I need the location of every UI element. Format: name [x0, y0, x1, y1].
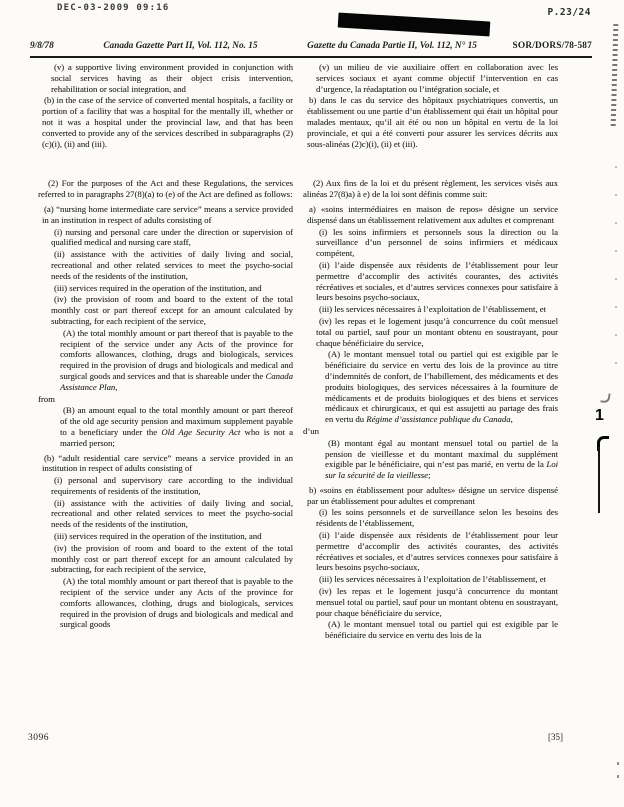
- paragraph-text: a) «soins intermédiaires en maison de repos» désigne un service dispensé dans un établissement relativement aux adultes et comprenant: [307, 203, 558, 225]
- fax-edge-dots: [615, 140, 617, 390]
- paragraph-text: (A) the total monthly amount or part thereof that is payable to the recipient of the service under any Acts of the province for comforts allowances, clothing, drugs and biologicals, services required in the provision of drugs and biologicals and medical and surgical goods and services and that is shareable under the: [60, 327, 293, 381]
- paragraph-text: (ii) assistance with the activities of daily living and social, recreational and other related services to meet the psycho-social needs of the residents of the institution,: [51, 249, 293, 281]
- paragraph: [303, 178, 558, 200]
- paragraph: [303, 349, 558, 425]
- paragraph: [303, 438, 558, 481]
- page-number: 3096: [28, 733, 49, 743]
- paragraph-text: who is not a married person;: [60, 426, 294, 448]
- paragraph: [303, 204, 558, 226]
- two-column-body: [38, 62, 558, 642]
- paragraph: [38, 204, 293, 226]
- paragraph: [303, 530, 558, 573]
- cited-act-title: Canada Assistance Plan: [60, 370, 293, 392]
- paragraph-text: (2) For the purposes of the Act and these Regulations, the services referred to in paragraphs 27(8)(a) to (e) of the Act are defined as follows:: [38, 178, 293, 200]
- paragraph-text: (iii) les services nécessaires à l’exploitation de l’établissement, et: [319, 304, 546, 315]
- paragraph: [38, 227, 293, 249]
- paragraph-text: (v) a supportive living environment provided in conjunction with social services having as their object crisis intervention, rehabilitation or social integration, and: [51, 62, 293, 94]
- paragraph-text: ,: [115, 381, 118, 392]
- fax-timestamp: DEC-03-2009 09:16: [57, 3, 170, 13]
- fax-edge-artifact: [611, 24, 619, 128]
- paragraph: [303, 95, 558, 149]
- paragraph: [38, 328, 293, 393]
- paragraph-text: (i) les soins infirmiers et personnels sous la direction ou la surveillance d’un personnel de soins infirmiers et médicaux compétent,: [316, 226, 558, 259]
- bracket-page-number: [35]: [548, 732, 563, 742]
- paragraph-text: ,: [510, 414, 513, 425]
- paragraph: [38, 178, 293, 200]
- paragraph: [38, 95, 293, 149]
- paragraph-text: (B) montant égal au montant mensuel total ou partiel de la pension de vieillesse et du montant maximal du supplément exigible par le bénéficiaire, qui n’est pas marié, en vertu de la: [325, 437, 558, 470]
- paragraph: [38, 453, 293, 475]
- paragraph-text: (ii) l’aide dispensée aux résidents de l’établissement pour leur permettre d’accomplir des activités courantes, des activités récréatives et sociales, et d’autres services connexes pour satisfaire à leurs besoins psycho-sociaux,: [316, 259, 558, 303]
- paragraph-text: (i) personal and supervisory care according to the individual requirements of residents of the institution,: [51, 475, 293, 496]
- paragraph: [38, 294, 293, 326]
- paragraph: [38, 543, 293, 575]
- paragraph-text: (ii) l’aide dispensée aux résidents de l’établissement pour leur permettre d’accomplir des activités courantes, des activités récréatives et sociales, et d’autres services connexes pour satisfaire à leurs besoins psycho-sociaux,: [316, 530, 558, 573]
- paragraph: [38, 576, 293, 630]
- paragraph-text: (ii) assistance with the activities of daily living and social, recreational and other related services to meet the psycho-social needs of the residents of the institution,: [51, 497, 293, 530]
- paragraph: [303, 586, 558, 618]
- regulation-number: SOR/DORS/78-587: [512, 41, 592, 51]
- margin-line-mark: [598, 447, 600, 513]
- french-column: [303, 62, 558, 642]
- paragraph-text: (iv) the provision of room and board to the extent of the total monthly cost or part thereof except for an amount calculated by subtracting, for each recipient of the service,: [51, 294, 293, 326]
- paragraph: [38, 62, 293, 94]
- paragraph: [303, 619, 558, 641]
- paragraph: [38, 283, 293, 294]
- english-column: [38, 62, 293, 642]
- margin-squiggle-mark: [600, 392, 610, 403]
- gazette-title-english: Canada Gazette Part II, Vol. 112, No. 15: [103, 41, 258, 51]
- paragraph: [38, 531, 293, 542]
- paragraph-text: (iii) services required in the operation of the institution, and: [54, 282, 262, 293]
- paragraph: [303, 227, 558, 259]
- paragraph-text: (A) le montant mensuel total ou partiel qui est exigible par le bénéficiaire du service en vertu des lois de la province au titre d’indemnités de confort, de l’habillement, des médicaments et des produits biologiques, des services nécessaires à la fourniture de médicaments et de produits biologiques et des biens et services médicaux et chirurgicaux, et qui est assujetti au partage des frais en vertu du: [325, 349, 558, 425]
- margin-number-mark: 1: [595, 407, 604, 424]
- paragraph-text: (iv) the provision of room and board to the extent of the total monthly cost or part thereof except for an amount calculated by subtracting, for each recipient of the service,: [51, 542, 293, 575]
- paragraph: [303, 574, 558, 585]
- paragraph-text: b) dans le cas du service des hôpitaux psychiatriques convertis, un établissement ou une partie d’un établissement qui était un hôpital pour malades mentaux, qu’il ait été ou non un hôpital en vertu de la loi provinciale, et qui a été converti pour assurer les services décrits aux sous-alinéas (2)c)(i), (ii) et (iii).: [307, 95, 558, 149]
- paragraph-text: (iv) les repas et le logement jusqu’à concurrence du coût mensuel total ou partiel, sauf pour un montant obtenu en soustrayant, pour chaque bénéficiaire du service,: [316, 315, 558, 348]
- paragraph-text: (v) un milieu de vie auxiliaire offert en collaboration avec les services sociaux et ayant comme objectif l’intervention en cas d’urgence, la réadaptation ou l’intégration sociale, et: [316, 62, 558, 94]
- paragraph: [303, 304, 558, 315]
- cited-act-title: Loi sur la sécurité de la vieillesse: [325, 459, 558, 481]
- paragraph-text: (A) le montant mensuel total ou partiel qui est exigible par le bénéficiaire du service en vertu des lois de la: [325, 619, 558, 641]
- paragraph-text: (2) Aux fins de la loi et du présent règlement, les services visés aux alinéas 27(8)a) à e) de la loi sont définis comme suit:: [303, 178, 558, 200]
- paragraph-text: (iv) les repas et le logement jusqu’à concurrence du montant mensuel total ou partiel, sauf pour un montant obtenu en soustrayant, pour chaque bénéficiaire du service,: [316, 586, 558, 618]
- running-head: [30, 41, 592, 51]
- scan-speck: [617, 762, 619, 765]
- cited-act-title: Old Age Security Act: [161, 426, 241, 437]
- paragraph: [38, 498, 293, 530]
- paragraph-text: (i) nursing and personal care under the direction or supervision of qualified medical and nursing care staff,: [51, 226, 293, 248]
- paragraph: [303, 507, 558, 529]
- paragraph: [38, 249, 293, 281]
- issue-date: 9/8/78: [30, 41, 54, 51]
- cited-act-title: Régime d’assistance publique du Canada: [366, 414, 511, 425]
- paragraph: [38, 394, 293, 405]
- paragraph: [303, 316, 558, 348]
- fax-page-indicator: P.23/24: [547, 7, 591, 18]
- paragraph: [303, 260, 558, 303]
- paragraph-text: (iii) les services nécessaires à l’exploitation de l’établissement, et: [319, 574, 546, 585]
- header-rule: [30, 56, 592, 58]
- paragraph-text: from: [38, 393, 55, 404]
- gazette-title-french: Gazette du Canada Partie II, Vol. 112, N° 15: [307, 41, 477, 51]
- paragraph-text: (b) “adult residential care service” means a service provided in an institution in respect of adults consisting of: [42, 452, 293, 474]
- paragraph-text: (a) “nursing home intermediate care service” means a service provided in an institution in respect of adults consisting of: [42, 203, 293, 225]
- paragraph: [303, 62, 558, 94]
- paragraph: [38, 475, 293, 497]
- paragraph: [303, 485, 558, 507]
- paragraph-text: (b) in the case of the service of converted mental hospitals, a facility or portion of a facility that was a hospital for the mentally ill, whether or not it was a hospital under the provincial law, and that has been converted to provide any of the services described in subparagraphs (2)(c)(i), (ii) and (iii).: [42, 95, 293, 149]
- redaction-bar: [338, 13, 491, 37]
- paragraph: [303, 426, 558, 437]
- paragraph-text: (B) an amount equal to the total monthly amount or part thereof of the old age security pension and maximum supplement payable to a beneficiary under the: [60, 405, 293, 437]
- scan-speck: [617, 775, 619, 778]
- paragraph-text: (iii) services required in the operation of the institution, and: [54, 531, 262, 542]
- paragraph-text: d’un: [303, 425, 319, 436]
- paragraph-text: (i) les soins personnels et de surveillance selon les besoins des résidents de l’établissement,: [316, 507, 558, 529]
- paragraph-text: (A) the total monthly amount or part thereof that is payable to the recipient of the service under any Acts of the province for comforts allowances, clothing, drugs and biologicals, services required in the provision of drugs and biologicals and medical and surgical goods: [60, 576, 293, 630]
- paragraph: [38, 405, 293, 448]
- paragraph-text: b) «soins en établissement pour adultes» désigne un service dispensé par un établissement pour adultes et comprenant: [307, 484, 558, 506]
- paragraph-text: ;: [428, 470, 431, 481]
